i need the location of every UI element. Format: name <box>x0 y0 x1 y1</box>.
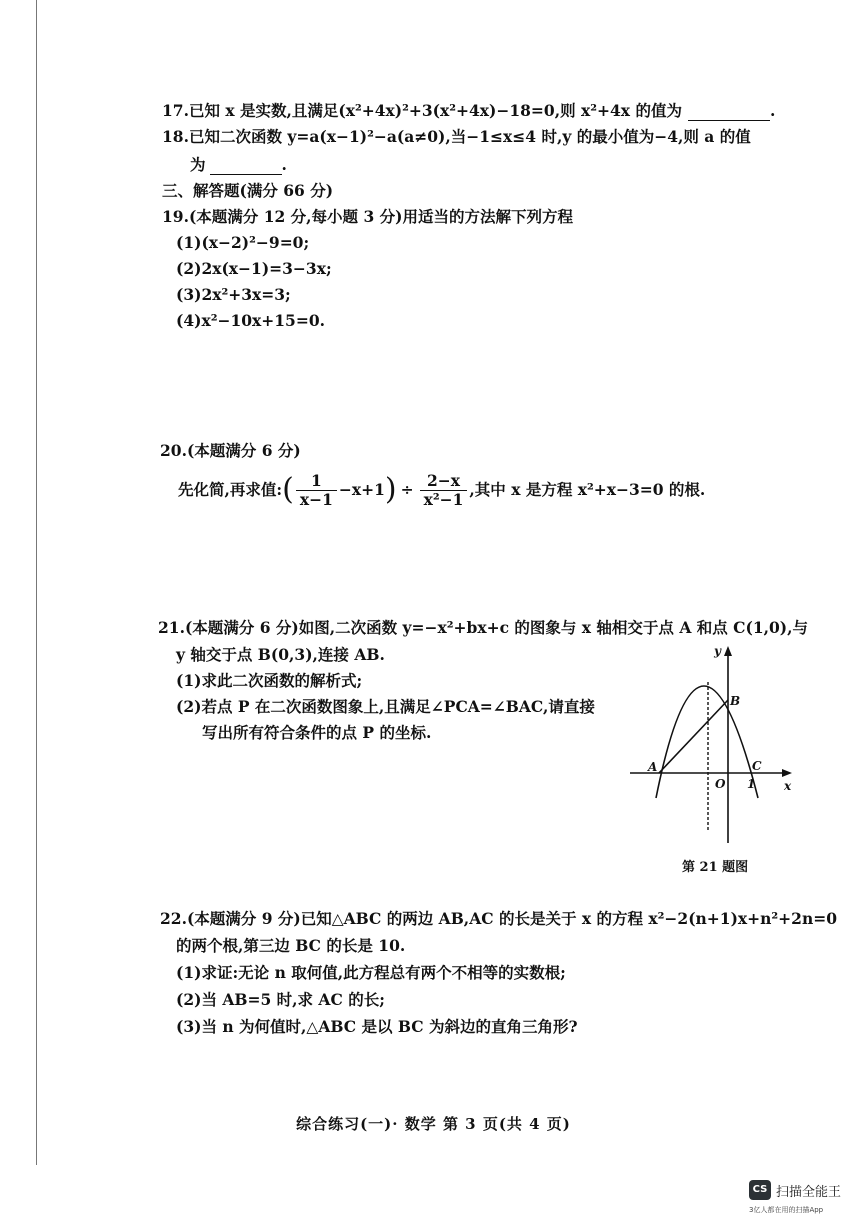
question-20-lead: 先化简,再求值: <box>178 480 283 499</box>
scanner-watermark <box>749 1180 859 1224</box>
question-22-item-2: (2)当 AB=5 时,求 AC 的长; <box>176 990 385 1009</box>
x-axis-arrow <box>782 769 792 777</box>
scanner-logo: CS <box>749 1180 771 1200</box>
question-20-expression <box>178 468 705 512</box>
fraction-2-numerator: 2−x <box>426 470 460 490</box>
right-paren: ) <box>384 472 397 507</box>
question-18-prefix: 为 <box>190 155 206 174</box>
question-18-end: . <box>281 155 287 174</box>
answer-blank-18[interactable] <box>210 158 282 175</box>
page-footer: 综合练习(一)· 数学 第 3 页(共 4 页) <box>296 1115 571 1133</box>
question-22-line-1: 22.(本题满分 9 分)已知△ABC 的两边 AB,AC 的长是关于 x 的方程 x²−2(n+1)x+n²+2n=0 <box>160 909 837 928</box>
label-c: C <box>752 759 762 773</box>
scanner-slogan: 3亿人都在用的扫描App <box>749 1206 824 1214</box>
scanner-name: 扫描全能王 <box>776 1185 842 1200</box>
figure-caption: 第 21 题图 <box>682 860 749 875</box>
question-20-middle: −x+1 <box>338 480 385 499</box>
left-paren: ( <box>282 472 294 507</box>
binding-margin-line <box>36 0 37 1165</box>
question-20-header: 20.(本题满分 6 分) <box>160 441 301 460</box>
question-19-item: (1)(x−2)²−9=0; <box>176 233 310 252</box>
question-17-end: . <box>769 101 776 120</box>
question-19-item: (3)2x²+3x=3; <box>176 285 291 304</box>
question-19-item: (2)2x(x−1)=3−3x; <box>176 259 332 278</box>
fraction-1-numerator: 1 <box>310 470 322 490</box>
segment-ab <box>659 700 728 773</box>
section-title: 三、解答题(满分 66 分) <box>162 181 334 200</box>
y-axis-arrow <box>724 646 732 656</box>
question-21-item-1: (1)求此二次函数的解析式; <box>176 671 363 690</box>
question-19-item: (4)x²−10x+15=0. <box>176 311 326 330</box>
question-17-text: 17.已知 x 是实数,且满足(x²+4x)²+3(x²+4x)−18=0,则 x²+4x 的值为 <box>162 101 682 120</box>
fraction-2 <box>420 472 468 509</box>
label-origin: O <box>715 777 726 791</box>
fraction-1 <box>296 472 337 509</box>
fraction-1-denominator: x−1 <box>296 490 337 509</box>
question-20-tail: ,其中 x 是方程 x²+x−3=0 的根. <box>469 480 706 499</box>
question-17 <box>162 101 775 121</box>
label-y: y <box>714 644 721 658</box>
label-b: B <box>730 694 741 708</box>
parabola-figure <box>626 638 802 846</box>
fraction-2-denominator: x²−1 <box>420 490 468 509</box>
label-a: A <box>648 760 658 774</box>
question-22-item-1: (1)求证:无论 n 取何值,此方程总有两个不相等的实数根; <box>176 963 566 982</box>
question-18-line-2 <box>190 155 287 175</box>
label-one: 1 <box>747 777 756 791</box>
question-21-line-2: y 轴交于点 B(0,3),连接 AB. <box>176 645 385 664</box>
question-19-header: 19.(本题满分 12 分,每小题 3 分)用适当的方法解下列方程 <box>162 207 573 226</box>
parabola-curve <box>656 686 758 798</box>
question-21-line-1: 21.(本题满分 6 分)如图,二次函数 y=−x²+bx+c 的图象与 x 轴相交于点 A 和点 C(1,0),与 <box>158 618 809 637</box>
answer-blank-17[interactable] <box>688 104 770 121</box>
question-22-item-3: (3)当 n 为何值时,△ABC 是以 BC 为斜边的直角三角形? <box>176 1017 578 1036</box>
divide-sign: ÷ <box>400 480 414 499</box>
question-22-line-2: 的两个根,第三边 BC 的长是 10. <box>176 936 406 955</box>
question-21-item-2-line-2: 写出所有符合条件的点 P 的坐标. <box>202 723 432 742</box>
label-x: x <box>784 779 792 793</box>
question-21-item-2-line-1: (2)若点 P 在二次函数图象上,且满足∠PCA=∠BAC,请直接 <box>176 697 595 716</box>
question-18-line-1: 18.已知二次函数 y=a(x−1)²−a(a≠0),当−1≤x≤4 时,y 的最小值为−4,则 a 的值 <box>162 127 751 146</box>
